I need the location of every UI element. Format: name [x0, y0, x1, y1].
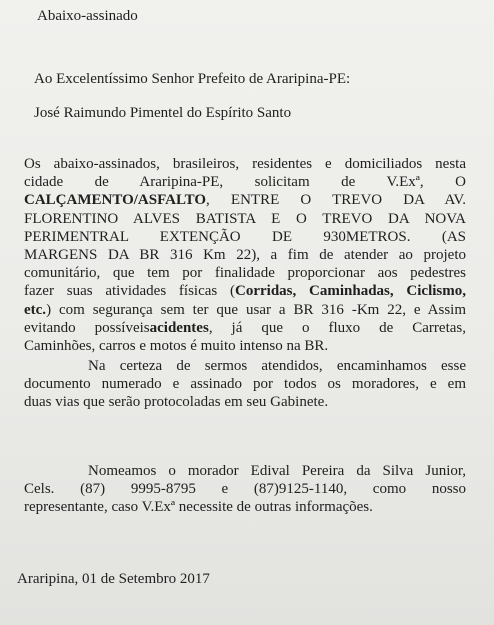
closing-paragraph	[24, 357, 466, 412]
body-line: cidade de Araripina-PE, solicitam de V.Exª, O	[24, 174, 466, 191]
body-line: evitando possíveisacidentes, já que o fluxo de Carretas,	[24, 319, 466, 336]
body-line: duas vias que serão protocoladas em seu Gabinete.	[24, 394, 329, 411]
paving-request: CALÇAMENTO/ASFALTO	[24, 192, 206, 209]
body-line: CALÇAMENTO/ASFALTO, ENTRE O TREVO DA AV.	[24, 192, 466, 209]
body-line: Caminhões, carros e motos é muito intenso na BR.	[24, 338, 329, 355]
body-line: etc.) com segurança sem ter que usar a BR 316 -Km 22, e Assim	[24, 301, 466, 318]
body-line: Cels. (87) 9995-8795 e (87)9125-1140, como nosso	[24, 481, 466, 498]
accidents-text: acidentes	[149, 319, 209, 336]
representative-paragraph	[24, 462, 466, 517]
mayor-name: José Raimundo Pimentel do Espírito Santo	[34, 105, 292, 121]
body-line: Nomeamos o morador Edival Pereira da Silva Junior,	[88, 463, 466, 479]
body-line: representante, caso V.Exª necessite de outras informações.	[24, 499, 373, 516]
recipient-line: Ao Excelentíssimo Senhor Prefeito de Araripina-PE:	[34, 71, 351, 87]
etc-text: etc.	[24, 301, 47, 318]
body-line: PERIMENTRAL EXTENÇÃO DE 930METROS. (AS	[24, 228, 466, 245]
body-line: fazer suas atividades físicas (Corridas, Caminhadas, Ciclismo,	[24, 283, 466, 300]
activities-list: Corridas, Caminhadas, Ciclismo,	[235, 283, 466, 300]
body-line: MARGENS DA BR 316 Km 22), a fim de atender ao projeto	[24, 247, 466, 264]
body-line: documento numerado e assinado por todos os moradores, e em	[24, 376, 466, 393]
document-date: Araripina, 01 de Setembro 2017	[17, 571, 210, 587]
body-line: comunitário, que tem por finalidade proporcionar aos pedestres	[24, 265, 466, 282]
body-line: Os abaixo-assinados, brasileiros, residentes e domiciliados nesta	[24, 156, 466, 172]
request-paragraph	[24, 155, 466, 355]
body-line: FLORENTINO ALVES BATISTA E O TREVO DA NOVA	[24, 210, 466, 227]
document-title: Abaixo-assinado	[37, 8, 138, 24]
body-line: Na certeza de sermos atendidos, encaminhamos esse	[88, 358, 466, 374]
